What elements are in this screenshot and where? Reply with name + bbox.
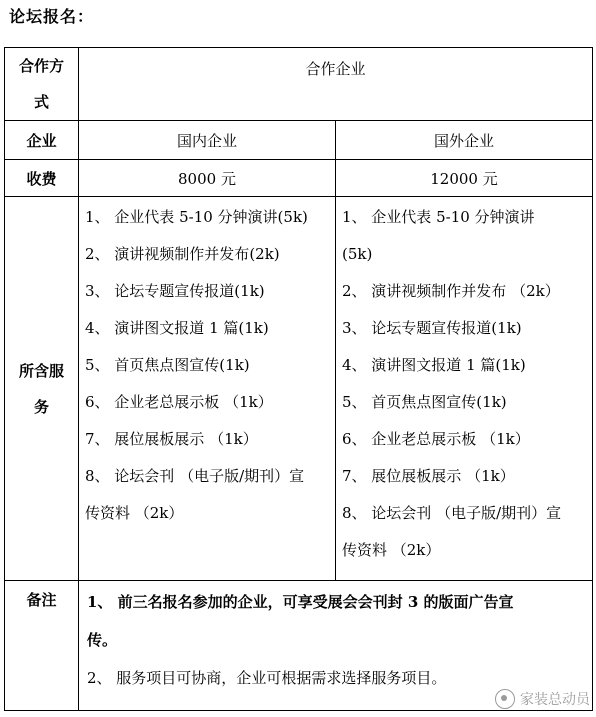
domestic-company: 国内企业 [79, 121, 336, 160]
foreign-services [336, 197, 593, 581]
watermark [495, 689, 590, 709]
foreign-service-item: 7、 展位展板展示 （1k） [342, 467, 515, 485]
services-label [5, 197, 79, 581]
wechat-icon [495, 689, 515, 709]
note-1-line1: 1、 前三名报名参加的企业，可享受展会会刊封 3 的版面广告宣 [87, 593, 514, 611]
note-2: 2、 服务项目可协商，企业可根据需求选择服务项目。 [87, 669, 447, 687]
watermark-text: 家装总动员 [520, 692, 590, 708]
foreign-service-item: 6、 企业老总展示板 （1k） [342, 430, 530, 448]
domestic-services [79, 197, 336, 581]
cooperation-label [5, 48, 79, 121]
row-services [5, 197, 593, 581]
notes-label: 备注 [5, 581, 79, 711]
foreign-service-item: 5、 首页焦点图宣传(1k) [342, 393, 507, 411]
domestic-service-item: 2、 演讲视频制作并发布(2k) [85, 245, 280, 263]
row-company [5, 121, 593, 160]
domestic-service-item: 1、 企业代表 5-10 分钟演讲(5k) [85, 208, 308, 226]
services-label-line2: 务 [33, 397, 49, 416]
foreign-service-item: 传资料 （2k） [342, 541, 441, 559]
cooperation-label-line1: 合作方 [18, 57, 64, 75]
domestic-service-item: 6、 企业老总展示板 （1k） [85, 393, 273, 411]
foreign-service-item: 2、 演讲视频制作并发布 （2k） [342, 282, 560, 300]
foreign-service-item: 1、 企业代表 5-10 分钟演讲 [342, 208, 535, 226]
foreign-service-item: (5k) [342, 245, 373, 263]
domestic-service-item: 5、 首页焦点图宣传(1k) [85, 356, 250, 374]
domestic-service-item: 4、 演讲图文报道 1 篇(1k) [85, 319, 269, 337]
domestic-service-item: 7、 展位展板展示 （1k） [85, 430, 258, 448]
domestic-service-item: 传资料 （2k） [85, 504, 184, 522]
row-fee [5, 160, 593, 197]
row-cooperation [5, 48, 593, 121]
services-label-line1: 所含服 [18, 361, 64, 380]
registration-table [4, 47, 593, 711]
company-label: 企业 [5, 121, 79, 160]
foreign-service-item: 4、 演讲图文报道 1 篇(1k) [342, 356, 526, 374]
foreign-fee: 12000 元 [336, 160, 593, 197]
cooperation-label-line2: 式 [33, 93, 49, 111]
foreign-service-item: 8、 论坛会刊 （电子版/期刊）宣 [342, 504, 562, 522]
foreign-service-item: 3、 论坛专题宣传报道(1k) [342, 319, 522, 337]
foreign-company: 国外企业 [336, 121, 593, 160]
note-1-line2: 传。 [87, 631, 118, 649]
domestic-fee: 8000 元 [79, 160, 336, 197]
cooperation-value: 合作企业 [79, 48, 593, 121]
fee-label: 收费 [5, 160, 79, 197]
domestic-service-item: 3、 论坛专题宣传报道(1k) [85, 282, 265, 300]
page-heading: 论坛报名： [9, 7, 95, 26]
domestic-service-item: 8、 论坛会刊 （电子版/期刊）宣 [85, 467, 305, 485]
